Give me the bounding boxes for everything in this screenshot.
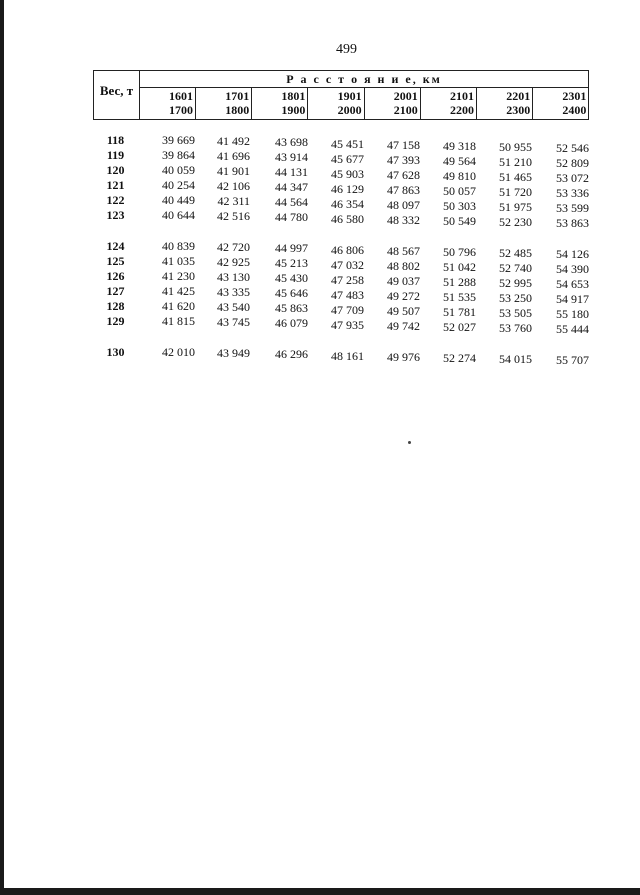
distance-range-header xyxy=(252,88,308,119)
table-cell: 44 997 xyxy=(275,241,308,256)
table-cell: 49 037 xyxy=(387,273,420,288)
table-cell: 43 540 xyxy=(217,300,250,315)
table-cell: 43 335 xyxy=(217,285,250,300)
range-to: 1800 xyxy=(225,103,250,117)
table-cell: 53 599 xyxy=(556,201,589,216)
table-cell: 49 272 xyxy=(387,288,420,303)
weight-column-header: Вес, т xyxy=(94,71,140,119)
table-cell: 47 863 xyxy=(387,182,420,197)
scan-edge-left xyxy=(0,0,4,895)
range-from: 1601 xyxy=(169,89,193,103)
table-cell: 48 802 xyxy=(387,258,420,273)
range-to: 2100 xyxy=(393,103,418,117)
table-cell: 43 914 xyxy=(275,150,308,165)
table-cell: 46 354 xyxy=(331,196,364,211)
table-cell: 40 839 xyxy=(162,239,195,253)
table-cell: 43 949 xyxy=(217,346,250,361)
table-cell: 45 430 xyxy=(275,271,308,286)
table-cell: 52 995 xyxy=(499,276,532,291)
range-from: 2201 xyxy=(506,89,531,103)
table-cell: 46 806 xyxy=(331,242,364,257)
table-header xyxy=(93,70,589,120)
weight-cell: 129 xyxy=(106,314,125,328)
table-cell: 54 390 xyxy=(556,262,589,277)
table-cell: 51 781 xyxy=(443,305,476,319)
weight-cell: 126 xyxy=(106,269,125,283)
range-from: 2101 xyxy=(450,89,474,103)
table-cell: 53 250 xyxy=(499,291,532,306)
scan-edge-bottom xyxy=(0,888,640,895)
table-cell: 47 935 xyxy=(331,317,364,332)
range-to: 1700 xyxy=(169,103,193,117)
table-cell: 44 564 xyxy=(275,195,308,210)
table-cell: 50 549 xyxy=(443,214,476,228)
table-cell: 44 131 xyxy=(275,165,308,180)
table-cell: 51 288 xyxy=(443,275,476,289)
table-cell: 52 546 xyxy=(556,141,589,156)
table-cell: 52 485 xyxy=(499,246,532,261)
table-cell: 41 230 xyxy=(162,269,195,283)
weight-cell: 122 xyxy=(106,193,125,207)
weight-cell: 119 xyxy=(106,148,125,162)
table-cell: 46 079 xyxy=(275,316,308,331)
table-cell: 47 628 xyxy=(387,167,420,182)
table-cell: 53 760 xyxy=(499,321,532,336)
table-cell: 45 646 xyxy=(275,286,308,301)
table-cell: 42 720 xyxy=(217,240,250,255)
table-cell: 53 505 xyxy=(499,306,532,321)
range-from: 1901 xyxy=(337,89,362,103)
table-cell: 55 707 xyxy=(556,353,589,368)
table-cell: 55 444 xyxy=(556,322,589,337)
table-cell: 45 451 xyxy=(331,136,364,151)
table-cell: 49 507 xyxy=(387,303,420,318)
table-cell: 54 653 xyxy=(556,277,589,292)
table-cell: 47 709 xyxy=(331,302,364,317)
table-cell: 52 230 xyxy=(499,215,532,230)
table-cell: 47 032 xyxy=(331,257,364,272)
page-number: 499 xyxy=(336,42,357,57)
table-cell: 52 809 xyxy=(556,156,589,171)
weight-cell: 120 xyxy=(106,163,125,177)
range-to: 2000 xyxy=(337,103,362,117)
table-cell: 47 393 xyxy=(387,152,420,167)
table-cell: 42 925 xyxy=(217,255,250,270)
distance-range-header xyxy=(309,88,365,119)
table-cell: 54 126 xyxy=(556,247,589,262)
table-cell: 43 130 xyxy=(217,270,250,285)
table-cell: 52 027 xyxy=(443,320,476,334)
table-cell: 47 483 xyxy=(331,287,364,302)
table-cell: 52 274 xyxy=(443,351,476,365)
table-cell: 45 903 xyxy=(331,166,364,181)
table-cell: 47 258 xyxy=(331,272,364,287)
table-cell: 53 336 xyxy=(556,186,589,201)
table-cell: 49 976 xyxy=(387,349,420,364)
table-cell: 51 042 xyxy=(443,260,476,274)
table-cell: 40 644 xyxy=(162,208,195,222)
table-cell: 45 863 xyxy=(275,301,308,316)
weight-cell: 125 xyxy=(106,254,125,268)
range-to: 2200 xyxy=(450,103,474,117)
range-to: 2300 xyxy=(506,103,531,117)
table-cell: 52 740 xyxy=(499,261,532,276)
table-cell: 42 106 xyxy=(217,179,250,194)
table-cell: 41 901 xyxy=(217,164,250,179)
range-from: 2301 xyxy=(562,89,587,103)
table-cell: 49 564 xyxy=(443,154,476,168)
table-cell: 51 720 xyxy=(499,185,532,200)
table-cell: 46 580 xyxy=(331,211,364,226)
table-cell: 51 975 xyxy=(499,200,532,215)
distance-range-header xyxy=(533,88,589,119)
weight-cell: 118 xyxy=(106,133,125,147)
table-cell: 51 465 xyxy=(499,170,532,185)
distance-range-header xyxy=(196,88,252,119)
table-cell: 41 425 xyxy=(162,284,195,298)
table-cell: 49 810 xyxy=(443,169,476,183)
table-cell: 44 347 xyxy=(275,180,308,195)
table-cell: 54 917 xyxy=(556,292,589,307)
table-cell: 51 210 xyxy=(499,155,532,170)
table-cell: 51 535 xyxy=(443,290,476,304)
distance-header: Р а с с т о я н и е, км xyxy=(140,71,588,88)
table-cell: 50 057 xyxy=(443,184,476,198)
range-from: 1701 xyxy=(225,89,250,103)
weight-cell: 128 xyxy=(106,299,125,313)
distance-range-header xyxy=(421,88,477,119)
table-cell: 39 864 xyxy=(162,148,195,162)
table-cell: 48 161 xyxy=(331,348,364,363)
table-cell: 43 698 xyxy=(275,135,308,150)
table-cell: 41 696 xyxy=(217,149,250,164)
table-cell: 39 669 xyxy=(162,133,195,147)
table-cell: 41 620 xyxy=(162,299,195,313)
distance-range-header xyxy=(365,88,421,119)
table-cell: 44 780 xyxy=(275,210,308,225)
weight-cell: 124 xyxy=(106,239,125,253)
weight-cell: 123 xyxy=(106,208,125,222)
table-cell: 49 742 xyxy=(387,318,420,333)
table-cell: 47 158 xyxy=(387,137,420,152)
table-cell: 53 072 xyxy=(556,171,589,186)
range-to: 1900 xyxy=(281,103,306,117)
table-cell: 46 129 xyxy=(331,181,364,196)
table-cell: 55 180 xyxy=(556,307,589,322)
table-cell: 41 035 xyxy=(162,254,195,268)
table-cell: 48 332 xyxy=(387,212,420,227)
table-cell: 45 213 xyxy=(275,256,308,271)
range-from: 1801 xyxy=(281,89,306,103)
table-cell: 54 015 xyxy=(499,352,532,367)
table-cell: 42 516 xyxy=(217,209,250,224)
table-cell: 41 492 xyxy=(217,134,250,149)
table-cell: 42 311 xyxy=(217,194,250,209)
distance-range-header xyxy=(477,88,533,119)
table-cell: 43 745 xyxy=(217,315,250,330)
table-cell: 48 097 xyxy=(387,197,420,212)
table-cell: 50 796 xyxy=(443,245,476,259)
table-cell: 46 296 xyxy=(275,347,308,362)
table-cell: 40 449 xyxy=(162,193,195,207)
table-cell: 45 677 xyxy=(331,151,364,166)
weight-cell: 130 xyxy=(106,345,125,359)
table-cell: 50 955 xyxy=(499,140,532,155)
range-from: 2001 xyxy=(393,89,418,103)
table-cell: 53 863 xyxy=(556,216,589,231)
table-cell: 40 254 xyxy=(162,178,195,192)
weight-cell: 127 xyxy=(106,284,125,298)
table-cell: 42 010 xyxy=(162,345,195,359)
weight-cell: 121 xyxy=(106,178,125,192)
table-cell: 50 303 xyxy=(443,199,476,213)
table-cell: 48 567 xyxy=(387,243,420,258)
range-to: 2400 xyxy=(562,103,587,117)
table-cell: 49 318 xyxy=(443,139,476,153)
table-cell: 40 059 xyxy=(162,163,195,177)
scan-speck xyxy=(408,441,411,444)
table-cell: 41 815 xyxy=(162,314,195,328)
distance-range-header xyxy=(140,88,196,119)
